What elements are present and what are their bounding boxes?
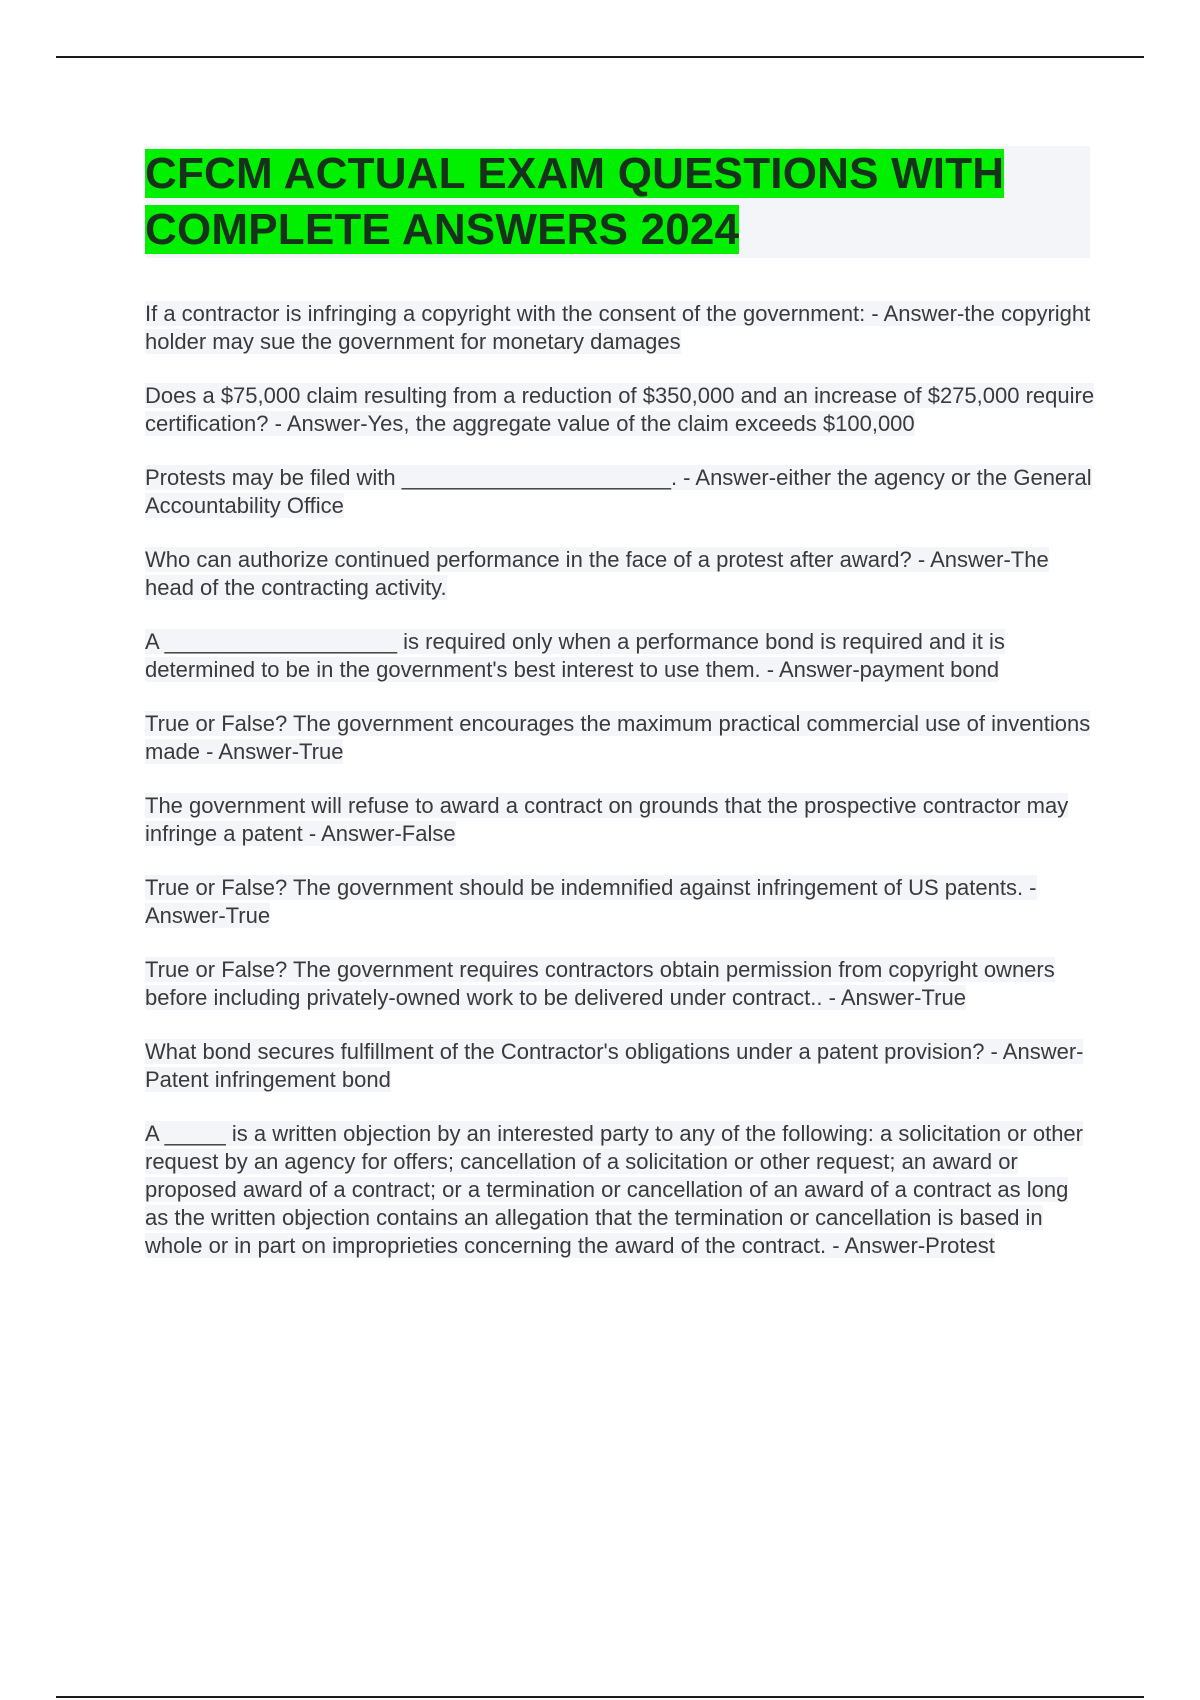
qa-item: [145, 1038, 1095, 1094]
qa-item: [145, 546, 1095, 602]
qa-text: A _____ is a written objection by an interested party to any of the following: a solicitation or other request by an agency for offers; cancellation of a solicitation or other request; an award or proposed award of a contract; or a termination or cancellation of an award of a contract as long as the written objection contains an allegation that the termination or cancellation is based in whole or in part on improprieties concerning the award of the contract. - Answer-Protest: [145, 1121, 1083, 1258]
qa-item: [145, 382, 1095, 438]
title-block: [145, 146, 1090, 258]
qa-item: [145, 956, 1095, 1012]
qa-text: What bond secures fulfillment of the Contractor's obligations under a patent provision? - Answer-Patent infringement bond: [145, 1039, 1084, 1092]
qa-text: Who can authorize continued performance in the face of a protest after award? - Answer-The head of the contracting activity.: [145, 547, 1049, 600]
document-title: [145, 146, 1090, 258]
qa-item: [145, 874, 1095, 930]
qa-text: Does a $75,000 claim resulting from a reduction of $350,000 and an increase of $275,000 require certification? - Answer-Yes, the aggregate value of the claim exceeds $100,000: [145, 383, 1095, 436]
qa-text: The government will refuse to award a contract on grounds that the prospective contractor may infringe a patent - Answer-False: [145, 793, 1069, 846]
qa-text: True or False? The government should be indemnified against infringement of US patents. - Answer-True: [145, 875, 1037, 928]
qa-item: [145, 710, 1095, 766]
qa-text: True or False? The government requires contractors obtain permission from copyright owners before including privately-owned work to be delivered under contract.. - Answer-True: [145, 957, 1055, 1010]
qa-item: [145, 464, 1095, 520]
qa-item: [145, 1120, 1095, 1260]
qa-text: If a contractor is infringing a copyright with the consent of the government: - Answer-the copyright holder may sue the government for monetary damages: [145, 301, 1091, 354]
qa-item: [145, 628, 1095, 684]
qa-item: [145, 792, 1095, 848]
title-line-1: CFCM ACTUAL EXAM QUESTIONS WITH: [145, 149, 1005, 198]
qa-text: A ___________________ is required only when a performance bond is required and it is determined to be in the government's best interest to use them. - Answer-payment bond: [145, 629, 1005, 682]
qa-text: Protests may be filed with ______________________. - Answer-either the agency or the General Accountability Office: [145, 465, 1092, 518]
title-line-2: COMPLETE ANSWERS 2024: [145, 205, 740, 254]
footer-rule: [56, 1696, 1144, 1698]
qa-list: [145, 300, 1095, 1286]
header-rule: [56, 56, 1144, 58]
qa-item: [145, 300, 1095, 356]
qa-text: True or False? The government encourages the maximum practical commercial use of inventions made - Answer-True: [145, 711, 1091, 764]
